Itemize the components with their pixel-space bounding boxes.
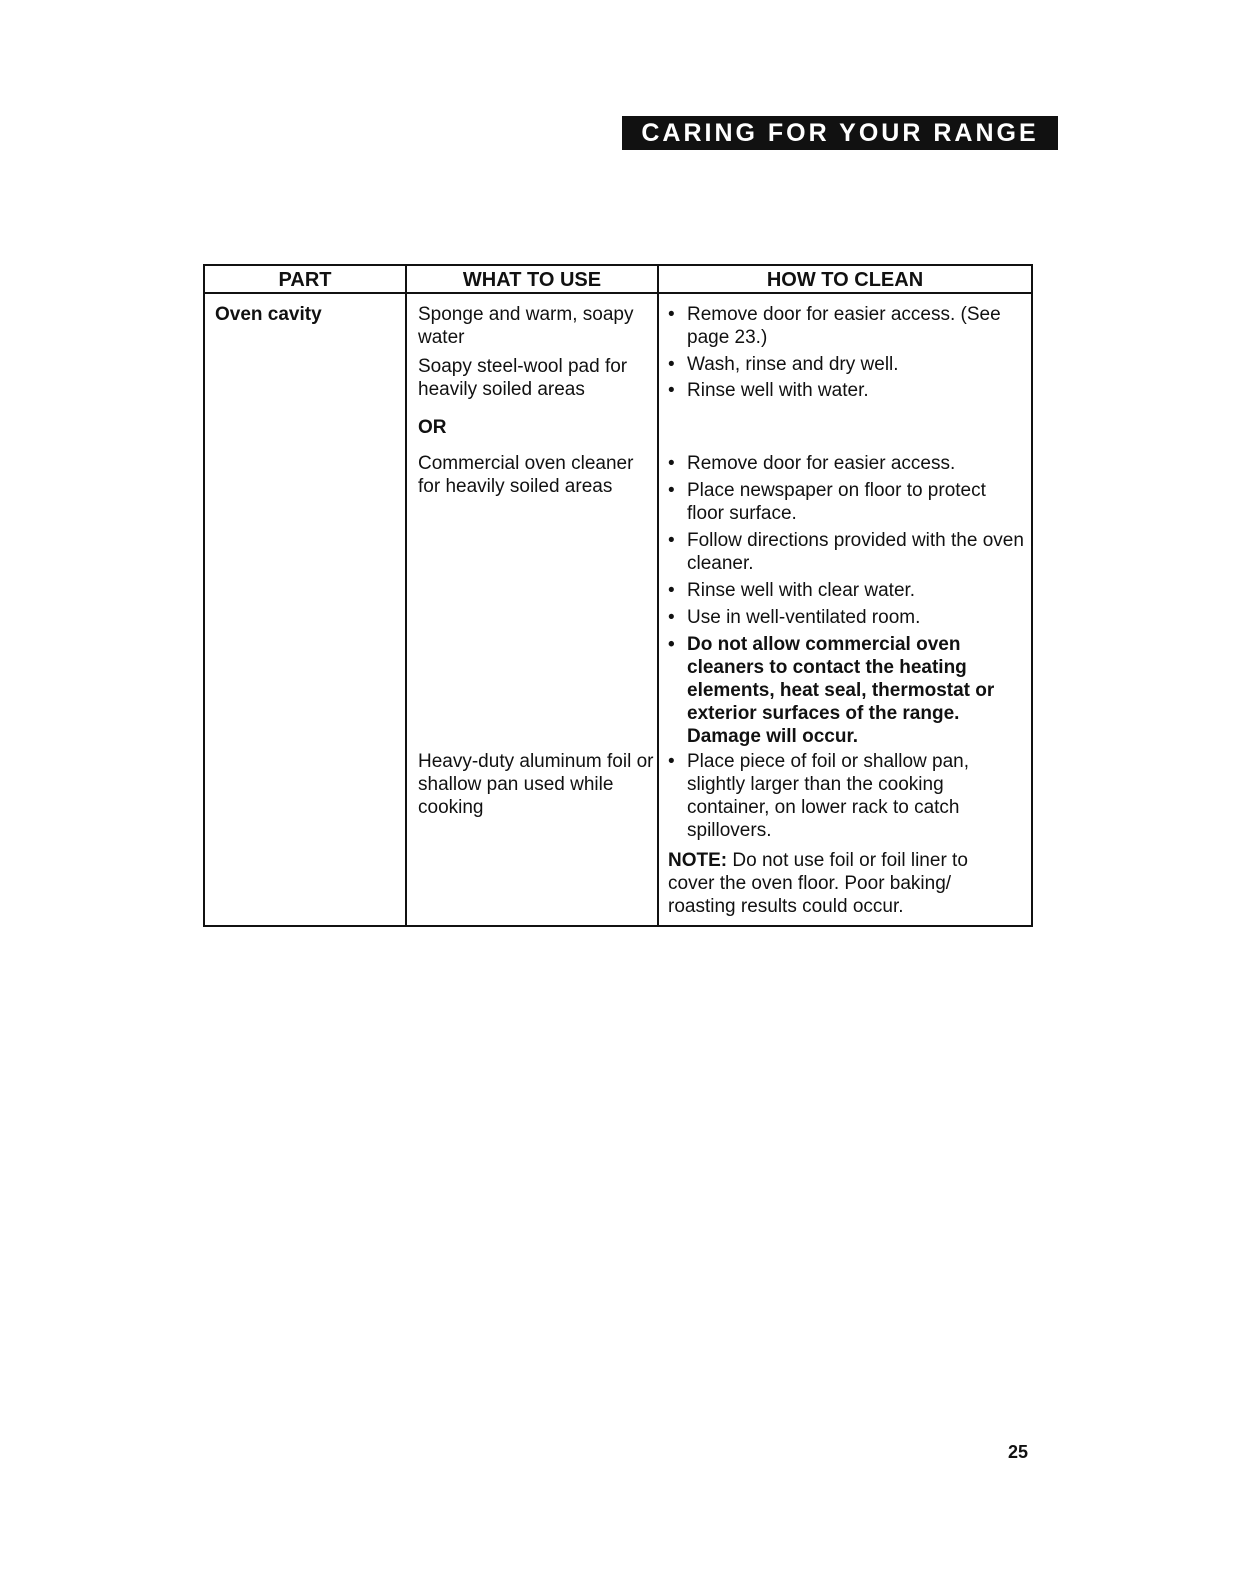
- steel-wool-cleaning-steps: [668, 379, 1028, 406]
- or-separator: OR: [418, 417, 447, 438]
- oven-cleaner-cleaning-steps: [668, 452, 1028, 752]
- part-label: Oven cavity: [215, 304, 322, 325]
- note-label: NOTE:: [668, 850, 728, 871]
- what-to-use-sponge: Sponge and warm, soapy water: [418, 304, 634, 348]
- header-part: PART: [278, 269, 332, 291]
- list-item: • Place piece of foil or shallow pan, slightly larger than the cooking container, on lower rack to catch spillovers.: [668, 750, 1028, 842]
- page-number: 25: [1008, 1442, 1029, 1462]
- column-divider: [405, 266, 407, 925]
- header-what-to-use: WHAT TO USE: [462, 269, 602, 291]
- list-item: • Place newspaper on floor to protect floor surface.: [668, 479, 1028, 525]
- header-how-to-clean: HOW TO CLEAN: [766, 269, 924, 291]
- warning-list-item: • Do not allow commercial oven cleaners to contact the heating elements, heat seal, thermostat or exterior surfaces of the range. Damage will occur.: [668, 633, 1028, 748]
- list-item: • Follow directions provided with the oven cleaner.: [668, 529, 1028, 575]
- list-item: • Rinse well with clear water.: [668, 579, 1028, 602]
- note-text: Do not use foil or foil liner to cover the oven floor. Poor baking/ roasting results could occur.: [668, 850, 968, 917]
- section-title-banner: CARING FOR YOUR RANGE: [622, 116, 1058, 150]
- list-item: • Remove door for easier access.: [668, 452, 1028, 475]
- sponge-cleaning-steps: [668, 303, 1028, 380]
- what-to-use-oven-cleaner: Commercial oven cleaner for heavily soiled areas: [418, 453, 634, 497]
- what-to-use-foil: Heavy-duty aluminum foil or shallow pan used while cooking: [418, 751, 654, 818]
- list-item: • Rinse well with water.: [668, 379, 1028, 402]
- what-to-use-steel-wool: Soapy steel-wool pad for heavily soiled areas: [418, 356, 628, 400]
- cleaning-table: [203, 264, 1033, 927]
- list-item: • Wash, rinse and dry well.: [668, 353, 1028, 376]
- list-item: • Use in well-ventilated room.: [668, 606, 1028, 629]
- foil-cleaning-steps: [668, 750, 1028, 846]
- table-header-row: [205, 266, 1031, 294]
- note-paragraph: [668, 849, 1008, 918]
- column-divider: [657, 266, 659, 925]
- list-item: • Remove door for easier access. (See page 23.): [668, 303, 1028, 349]
